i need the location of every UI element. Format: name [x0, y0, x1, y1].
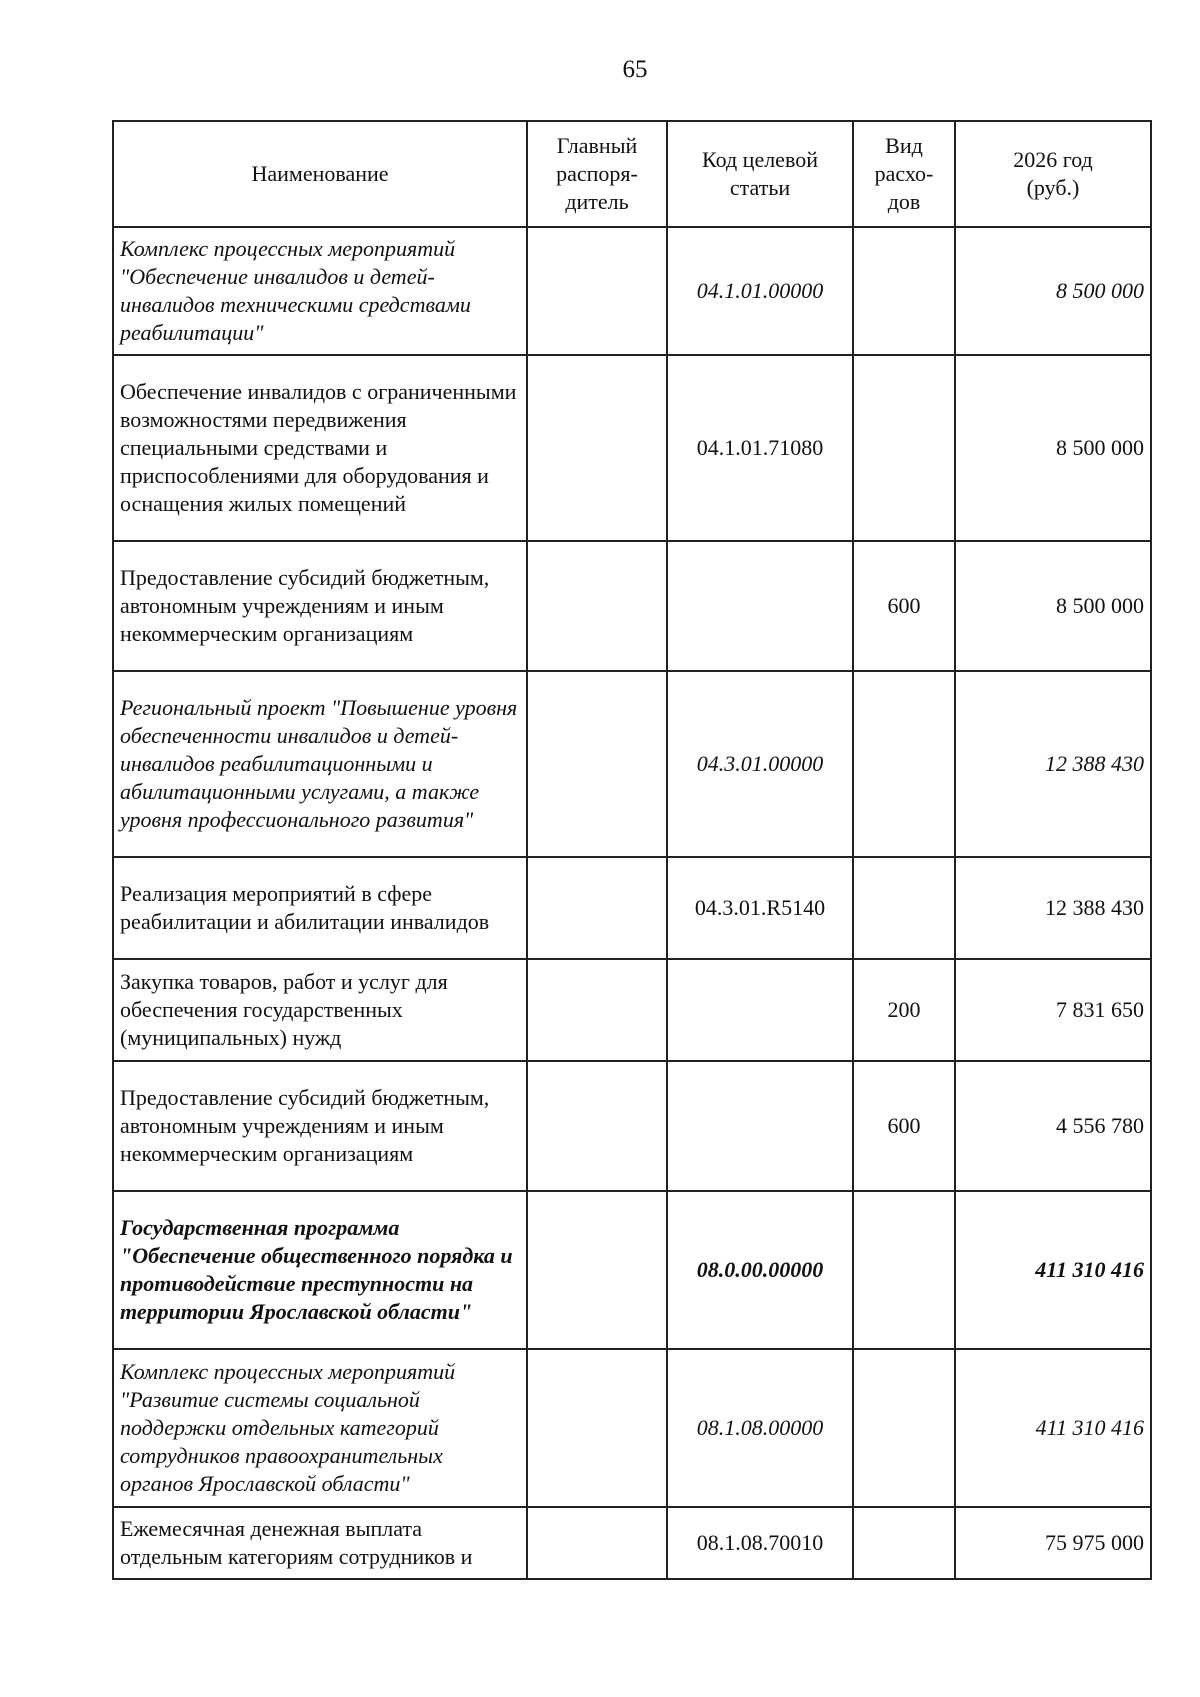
row-target-code-cell: 08.0.00.00000	[667, 1191, 853, 1349]
table-row	[113, 227, 1151, 355]
row-name-cell: Ежемесячная денежная выплата отдельным категориям сотрудников и	[113, 1507, 527, 1579]
row-name-cell: Закупка товаров, работ и услуг для обеспечения государственных (муниципальных) нужд	[113, 959, 527, 1061]
header-amount-2026: 2026 год (руб.)	[955, 121, 1151, 227]
row-manager-cell	[527, 671, 667, 857]
row-amount-cell: 8 500 000	[955, 355, 1151, 541]
row-amount-cell: 8 500 000	[955, 541, 1151, 671]
table-row	[113, 671, 1151, 857]
header-expense-kind: Вид расхо- дов	[853, 121, 955, 227]
row-expense-kind-cell	[853, 857, 955, 959]
header-target-code: Код целевой статьи	[667, 121, 853, 227]
row-amount-cell: 4 556 780	[955, 1061, 1151, 1191]
row-target-code-cell: 08.1.08.70010	[667, 1507, 853, 1579]
table-row	[113, 1349, 1151, 1507]
row-manager-cell	[527, 1507, 667, 1579]
row-expense-kind-cell	[853, 1191, 955, 1349]
row-target-code-cell: 04.1.01.71080	[667, 355, 853, 541]
row-expense-kind-cell	[853, 227, 955, 355]
row-amount-cell: 12 388 430	[955, 671, 1151, 857]
row-expense-kind-cell	[853, 671, 955, 857]
table-row	[113, 959, 1151, 1061]
row-expense-kind-cell	[853, 1349, 955, 1507]
row-target-code-cell: 04.3.01.R5140	[667, 857, 853, 959]
row-amount-cell: 12 388 430	[955, 857, 1151, 959]
row-target-code-cell	[667, 541, 853, 671]
table-body	[113, 227, 1151, 1579]
header-name: Наименование	[113, 121, 527, 227]
row-name-cell: Региональный проект "Повышение уровня обеспеченности инвалидов и детей-инвалидов реабилитационными и абилитационными услугами, а также уровня профессионального развития"	[113, 671, 527, 857]
row-name-cell: Предоставление субсидий бюджетным, автономным учреждениям и иным некоммерческим организациям	[113, 1061, 527, 1191]
row-amount-cell: 7 831 650	[955, 959, 1151, 1061]
row-manager-cell	[527, 857, 667, 959]
table-row	[113, 355, 1151, 541]
row-amount-cell: 411 310 416	[955, 1349, 1151, 1507]
row-name-cell: Государственная программа "Обеспечение общественного порядка и противодействие преступности на территории Ярославской области"	[113, 1191, 527, 1349]
row-manager-cell	[527, 1349, 667, 1507]
table-row	[113, 857, 1151, 959]
table-row	[113, 1191, 1151, 1349]
row-manager-cell	[527, 1061, 667, 1191]
row-name-cell: Предоставление субсидий бюджетным, автономным учреждениям и иным некоммерческим организациям	[113, 541, 527, 671]
budget-table	[112, 120, 1152, 1580]
table-header-row	[113, 121, 1151, 227]
row-target-code-cell: 08.1.08.00000	[667, 1349, 853, 1507]
row-name-cell: Комплекс процессных мероприятий "Развитие системы социальной поддержки отдельных категорий сотрудников правоохранительных органов Ярославской области"	[113, 1349, 527, 1507]
row-amount-cell: 8 500 000	[955, 227, 1151, 355]
row-amount-cell: 75 975 000	[955, 1507, 1151, 1579]
row-manager-cell	[527, 355, 667, 541]
row-expense-kind-cell	[853, 355, 955, 541]
row-manager-cell	[527, 227, 667, 355]
row-manager-cell	[527, 541, 667, 671]
row-target-code-cell: 04.1.01.00000	[667, 227, 853, 355]
header-manager: Главный распоря- дитель	[527, 121, 667, 227]
row-name-cell: Комплекс процессных мероприятий "Обеспечение инвалидов и детей-инвалидов техническими средствами реабилитации"	[113, 227, 527, 355]
row-amount-cell: 411 310 416	[955, 1191, 1151, 1349]
row-target-code-cell	[667, 959, 853, 1061]
row-expense-kind-cell: 600	[853, 1061, 955, 1191]
row-expense-kind-cell: 600	[853, 541, 955, 671]
row-name-cell: Реализация мероприятий в сфере реабилитации и абилитации инвалидов	[113, 857, 527, 959]
table-row	[113, 1507, 1151, 1579]
row-target-code-cell: 04.3.01.00000	[667, 671, 853, 857]
row-manager-cell	[527, 959, 667, 1061]
row-name-cell: Обеспечение инвалидов с ограниченными возможностями передвижения специальными средствами и приспособлениями для оборудования и оснащения жилых помещений	[113, 355, 527, 541]
row-expense-kind-cell	[853, 1507, 955, 1579]
row-expense-kind-cell: 200	[853, 959, 955, 1061]
table-row	[113, 1061, 1151, 1191]
row-manager-cell	[527, 1191, 667, 1349]
table-row	[113, 541, 1151, 671]
page-number: 65	[622, 56, 648, 83]
row-target-code-cell	[667, 1061, 853, 1191]
